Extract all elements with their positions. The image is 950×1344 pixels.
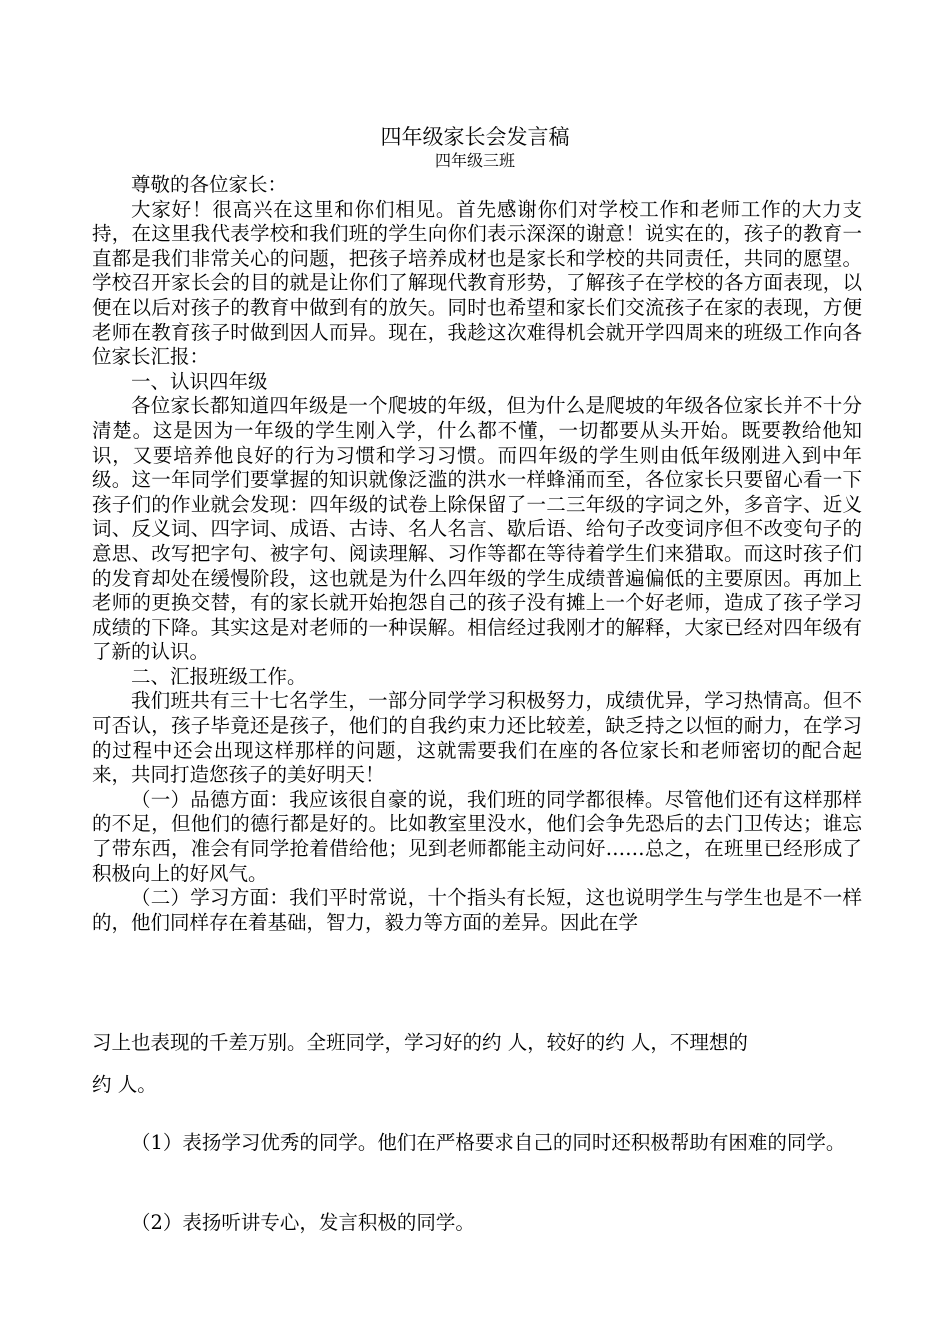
study-line-2: 习上也表现的千差万别。全班同学，学习好的约 人，较好的约 人，不理想的 — [92, 1031, 748, 1054]
document-subtitle: 四年级三班 — [434, 151, 515, 170]
praise-item-1-text: （1）表扬学习优秀的同学。他们在严格要求自己的同时还积极帮助有困难的同学。 — [131, 1131, 846, 1154]
section-heading-1: 一、认识四年级 — [131, 369, 268, 393]
praise-item-1 — [92, 1122, 862, 1164]
study-line-3: 约 人。 — [92, 1073, 157, 1096]
salutation: 尊敬的各位家长： — [131, 173, 288, 196]
moral-paragraph: （一）品德方面：我应该很自豪的说，我们班的同学都很棒。尽管他们还有这样那样的不足，但他们的德行都是好的。比如教室里没水，他们会争先恐后的去门卫传达；谁忘了带东西，准会有同学抢着借给他；见到老师都能主动问好……总之，在班里已经形成了积极向上的好风气。 — [92, 787, 862, 885]
praise-item-2-text: （2）表扬听讲专心，发言积极的同学。 — [131, 1211, 475, 1234]
intro-paragraph: 大家好！很高兴在这里和你们相见。首先感谢你们对学校工作和老师工作的大力支持，在这里我代表学校和我们班的学生向你们表示深深的谢意！说实在的，孩子的教育一直都是我们非常关心的问题，把孩子培养成材也是家长和学校的共同责任，共同的愿望。学校召开家长会的目的就是让你们了解现代教育形势，了解孩子在学校的各方面表现，以便在以后对孩子的教育中做到有的放矢。同时也希望和家长们交流孩子在家的表现，方便老师在教育孩子时做到因人而异。现在，我趁这次难得机会就开学四周来的班级工作向各位家长汇报： — [92, 197, 862, 369]
document-body — [92, 173, 862, 935]
section-2-paragraph: 我们班共有三十七名学生，一部分同学学习积极努力，成绩优异，学习热情高。但不可否认，孩子毕竟还是孩子，他们的自我约束力还比较差，缺乏持之以恒的耐力，在学习的过程中还会出现这样那样的问题，这就需要我们在座的各位家长和老师密切的配合起来，共同打造您孩子的美好明天！ — [92, 689, 862, 787]
study-paragraph-start: （二）学习方面：我们平时常说，十个指头有长短，这也说明学生与学生也是不一样的，他们同样存在着基础，智力，毅力等方面的差异。因此在学 — [92, 886, 862, 934]
section-1-paragraph: 各位家长都知道四年级是一个爬坡的年级，但为什么是爬坡的年级各位家长并不十分清楚。这是因为一年级的学生刚入学，什么都不懂，一切都要从头开始。既要教给他知识，又要培养他良好的行为习惯和学习习惯。而四年级的学生则由低年级刚进入到中年级。这一年同学们要掌握的知识就像泛滥的洪水一样蜂涌而至，各位家长只要留心看一下孩子们的作业就会发现：四年级的试卷上除保留了一二三年级的字词之外，多音字、近义词、反义词、四字词、成语、古诗、名人名言、歇后语、给句子改变词序但不改变句子的意思、改写把字句、被字句、阅读理解、习作等都在等待着学生们来猎取。而这时孩子们的发育却处在缓慢阶段，这也就是为什么四年级的学生成绩普遍偏低的主要原因。再加上老师的更换交替，有的家长就开始抱怨自己的孩子没有摊上一个好老师，造成了孩子学习成绩的下降。其实这是对老师的一种误解。相信经过我刚才的解释，大家已经对四年级有了新的认识。 — [92, 394, 862, 664]
document-title: 四年级家长会发言稿 — [380, 125, 570, 149]
praise-item-2 — [92, 1202, 862, 1244]
section-heading-2: 二、汇报班级工作。 — [131, 664, 307, 688]
study-paragraph-continued — [92, 1022, 862, 1106]
